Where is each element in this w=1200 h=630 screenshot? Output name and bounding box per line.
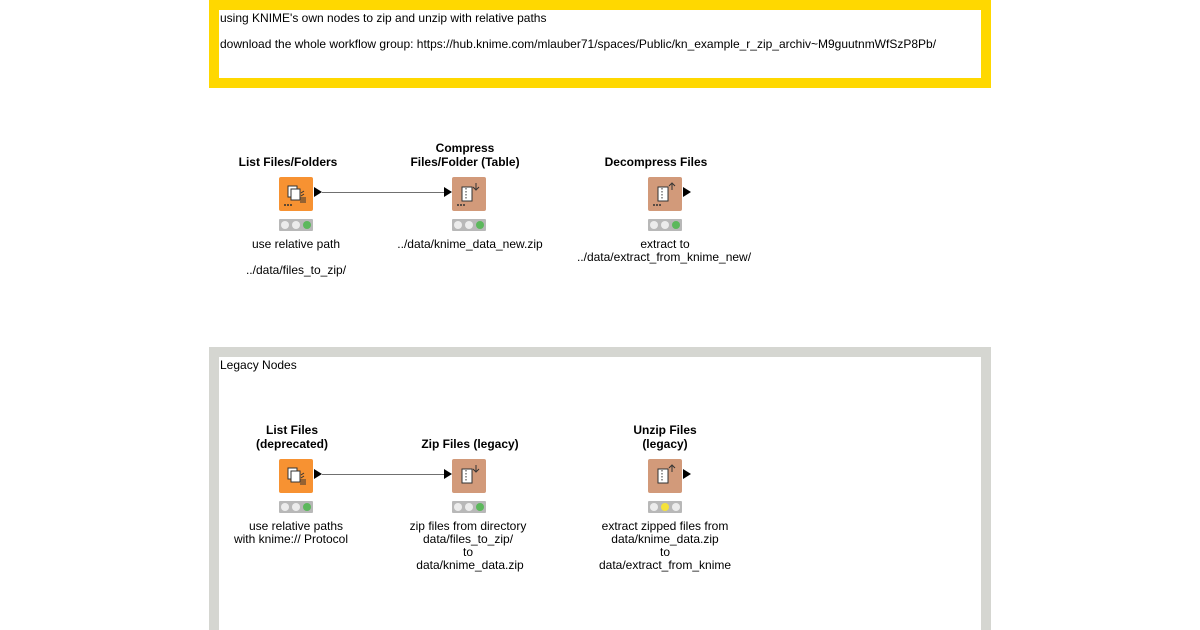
annotation-text-line: using KNIME's own nodes to zip and unzip with relative paths — [220, 11, 547, 25]
node-title: Zip Files (legacy) — [421, 437, 519, 451]
annotation-text-line: download the whole workflow group: https://hub.knime.com/mlauber71/spaces/Public/kn_example_r_zip_archiv~M9guutnmWfSzP8Pb/ — [220, 37, 937, 51]
node-label: with knime:// Protocol — [233, 533, 349, 546]
status-traffic-light — [279, 501, 313, 513]
node-label: data/extract_from_knime — [598, 559, 732, 572]
node-label: ../data/knime_data_new.zip — [397, 238, 543, 251]
node-title: Decompress Files — [604, 155, 708, 169]
status-traffic-light — [452, 219, 486, 231]
output-port[interactable] — [314, 469, 322, 479]
node-title: List Files — [265, 423, 318, 437]
connection-arrow — [444, 469, 452, 479]
node-label: to — [462, 546, 473, 559]
status-traffic-light — [279, 219, 313, 231]
node-label: ../data/files_to_zip/ — [245, 264, 347, 277]
annotation-title: Legacy Nodes — [220, 358, 297, 372]
file-list-icon[interactable] — [279, 177, 313, 211]
compress-icon[interactable] — [452, 177, 486, 211]
workflow-annotation-legacy[interactable] — [209, 347, 991, 630]
status-traffic-light — [648, 501, 682, 513]
connection-arrow — [444, 187, 452, 197]
node-title: Files/Folder (Table) — [410, 155, 520, 169]
node-label: data/knime_data.zip — [611, 533, 719, 546]
output-port[interactable] — [683, 469, 691, 479]
status-traffic-light — [648, 219, 682, 231]
output-port[interactable] — [314, 187, 322, 197]
file-list-icon[interactable] — [279, 459, 313, 493]
node-title: Unzip Files — [633, 423, 697, 437]
node-label: zip files from directory — [409, 520, 527, 533]
decompress-icon[interactable] — [648, 177, 682, 211]
node-label: data/files_to_zip/ — [422, 533, 514, 546]
node-title: Compress — [435, 141, 495, 155]
workflow-annotation-intro[interactable] — [209, 0, 991, 88]
node-label: data/knime_data.zip — [416, 559, 524, 572]
decompress-icon[interactable] — [648, 459, 682, 493]
node-label: to — [659, 546, 670, 559]
output-port[interactable] — [683, 187, 691, 197]
node-label: use relative path — [251, 238, 341, 251]
status-traffic-light — [452, 501, 486, 513]
node-label: use relative paths — [248, 520, 344, 533]
node-label: extract zipped files from — [601, 520, 729, 533]
connection-line[interactable] — [322, 474, 446, 475]
node-title: List Files/Folders — [238, 155, 338, 169]
node-label: extract to — [640, 238, 690, 251]
node-title: (legacy) — [642, 437, 688, 451]
compress-icon[interactable] — [452, 459, 486, 493]
node-label: ../data/extract_from_knime_new/ — [576, 251, 752, 264]
node-title: (deprecated) — [255, 437, 329, 451]
connection-line[interactable] — [322, 192, 446, 193]
